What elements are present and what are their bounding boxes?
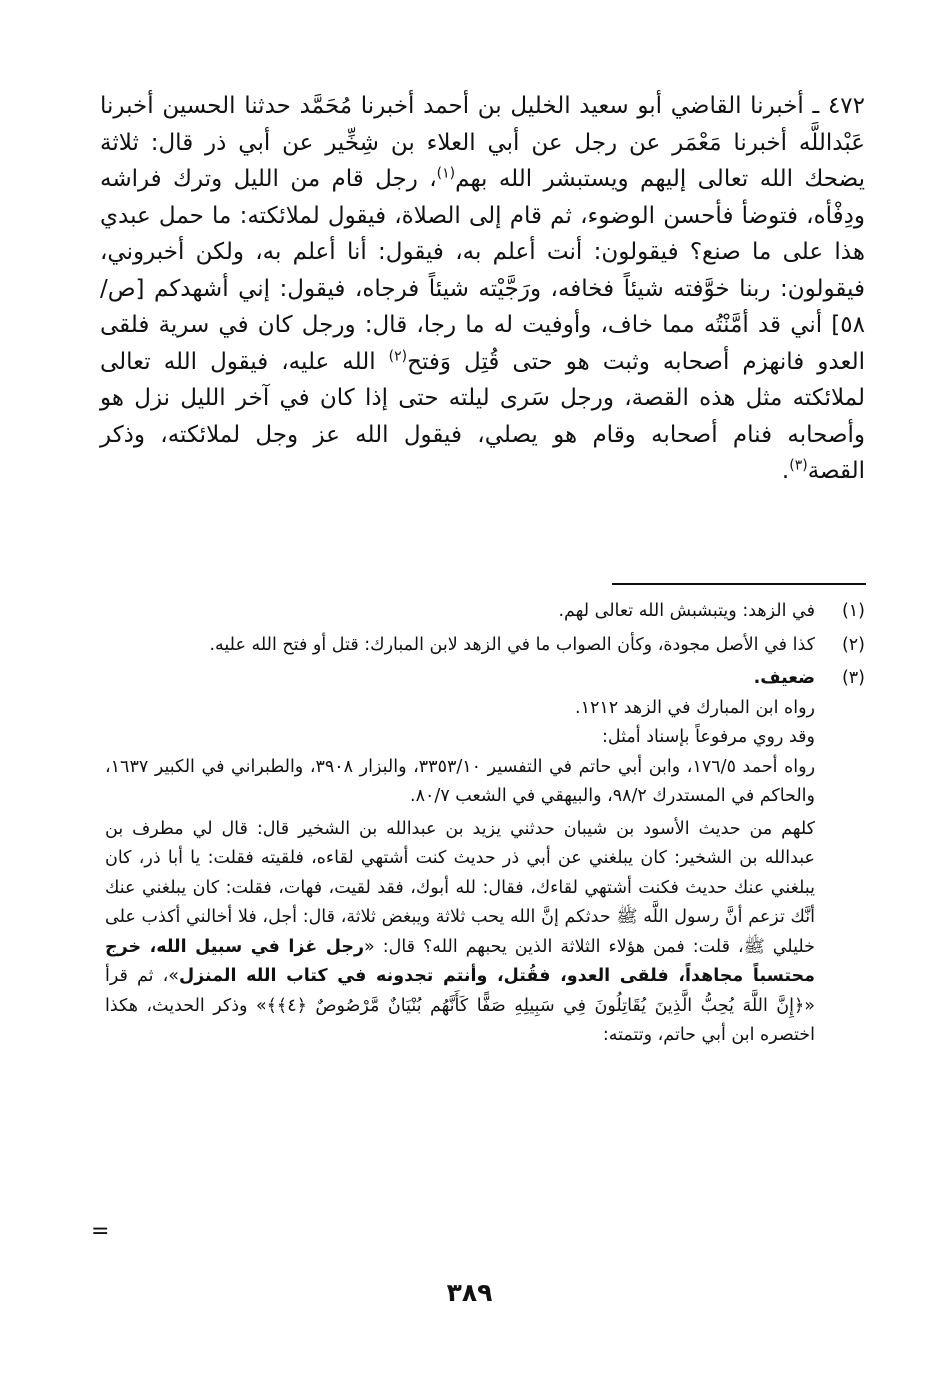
footnote-1-body: [105, 597, 815, 627]
footnote-3-bold-quote: رجل غزا في سبيل الله، خرج محتسباً مجاهداً، فلقى العدو، فقُتل، وأنتم تجدونه في كتاب الله المنزل: [105, 936, 815, 986]
footnote-2-number: (٢): [841, 634, 865, 655]
footnote-3-paragraph: [105, 815, 815, 1051]
hadith-text-part2: ، رجل قام من الليل وترك فراشه ودِفْأه، فتوضأ فأحسن الوضوء، ثم قام إلى الصلاة، فيقول لملائكته: ما حمل عبدي هذا على ما صنع؟ فيقولون: أنت أعلم به، فيقول: أنا أعلم به، ولكن أخبروني، فيقولون: ربنا خوَّفته شيئاً فخافه، ورَجَّيْته شيئاً فرجاه، فيقول: إني أشهدكم [ص/٥٨] أني قد أمَّنْتُه مما خاف، وأوفيت له ما رجا، قال: ورجل كان في سرية فلقى العدو فانهزم أصحابه وثبت هو حتى قُتِل وَفتح: [100, 166, 865, 375]
footnote-3-para-b: »، ثم قرأ «﴿إِنَّ اللَّهَ يُحِبُّ الَّذِينَ يُقَاتِلُونَ فِي سَبِيلِهِ صَفًّا كَأَنَّهُم بُنْيَانٌ مَّرْصُوصٌ ﴿٤﴾﴾» وذكر الحديث، هكذا اختصره ابن أبي حاتم، وتتمته:: [105, 966, 815, 1045]
footnotes: [105, 597, 865, 1055]
footnote-3-grade: ضعيف.: [753, 668, 815, 688]
hadith-text-part3: الله عليه، فيقول الله تعالى لملائكته مثل هذه القصة، ورجل سَرى ليلته حتى إذا كان في آخر الليل نزل هو وأصحابه فنام أصحابه وقام هو يصلي، فيقول الله عز وجل لملائكته، وذكر القصة: [100, 348, 865, 484]
hadith-text: [100, 88, 865, 490]
footnote-2-body: [105, 631, 815, 661]
footnote-3-line-2: وقد روي مرفوعاً بإسناد أمثل:: [602, 727, 815, 747]
footnote-3-number: (٣): [841, 668, 865, 688]
footnote-1: [105, 597, 865, 627]
footnote-ref-3[interactable]: (٣): [789, 457, 808, 474]
footnote-3: [105, 664, 865, 1051]
footnote-1-number: (١): [841, 601, 865, 621]
footnote-ref-1[interactable]: (١): [436, 165, 456, 182]
footnote-3-body: [105, 664, 815, 1051]
hadith-paragraph: [100, 88, 865, 490]
footnote-ref-2[interactable]: (٢): [388, 347, 408, 364]
footnote-1-text: في الزهد: ويتبشبش الله تعالى لهم.: [558, 601, 815, 621]
hadith-text-end: .: [781, 458, 790, 484]
footnote-2: [105, 631, 865, 661]
footnote-3-line-1: رواه ابن المبارك في الزهد ١٢١٢.: [574, 697, 815, 718]
hadith-text-part1: ٤٧٢ ـ أخبرنا القاضي أبو سعيد الخليل بن أحمد أخبرنا مُحَمَّد حدثنا الحسين أخبرنا عَبْداللَّه أخبرنا مَعْمَر عن رجل عن أبي العلاء بن شِخِّير عن أبي ذر قال: ثلاثة يضحك الله تعالى إليهم ويستبشر الله بهم: [100, 93, 865, 192]
footnote-2-text: كذا في الأصل مجودة، وكأن الصواب ما في الزهد لابن المبارك: قتل أو فتح الله عليه.: [209, 634, 815, 655]
continuation-mark: =: [91, 1219, 110, 1244]
page-number: ٣٨٩: [446, 1278, 493, 1307]
footnote-3-para-a: كلهم من حديث الأسود بن شيبان حدثني يزيد بن عبدالله بن الشخير قال: قال لي مطرف بن عبدالله بن الشخير: كان يبلغني عن أبي ذر حديث كنت أشتهي لقاءه، فلقيته فقلت: يا أبا ذر، كان يبلغني عنك حديث فكنت أشتهي لقاءك، فقال: لله أبوك، فقد لقيت، فهات، فقلت: كان يبلغني عنك أنَّك تزعم أنَّ رسول اللَّه ﷺ حدثكم إنَّ الله يحب ثلاثة ويبغض ثلاثة، قال: أجل، فلا أخالني أكذب على خليلي ﷺ، قلت: فمن هؤلاء الثلاثة الذين يحبهم الله؟ قال: «: [105, 818, 815, 957]
footnote-divider: [612, 583, 866, 585]
footnote-3-line-3: رواه أحمد ١٧٦/٥، وابن أبي حاتم في التفسير ٣٣٥٣/١٠، والبزار ٣٩٠٨، والطبراني في الكبير ١٦٣٧، والحاكم في المستدرك ٩٨/٢، والبيهقي في الشعب ٨٠/٧.: [105, 756, 816, 806]
